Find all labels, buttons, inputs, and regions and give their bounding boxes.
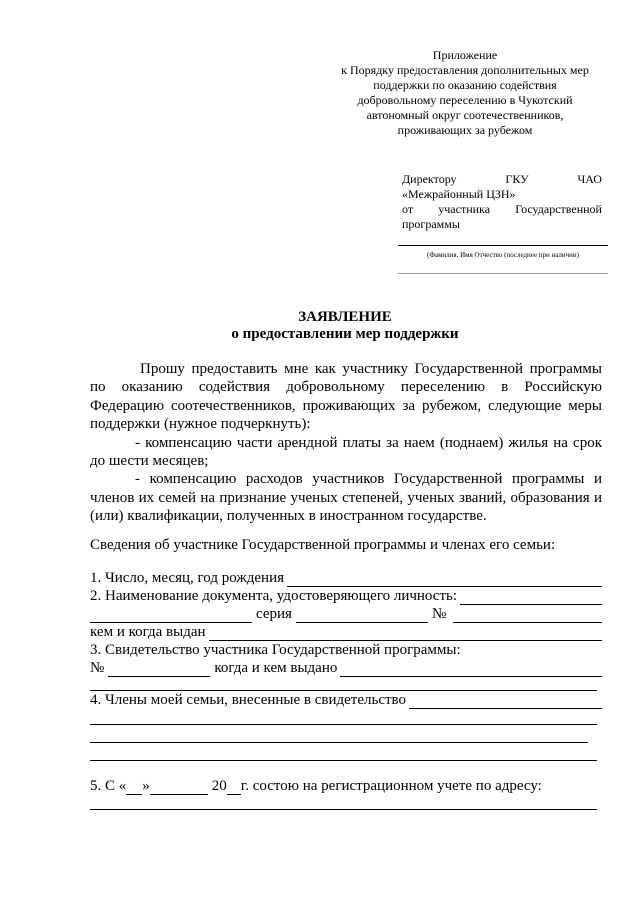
addressee-word: Директору [402, 172, 457, 186]
support-option-rent[interactable]: - компенсацию части арендной платы за наем (поднаем) жилья на срок до шести месяцев; [90, 434, 602, 470]
document-title [90, 309, 600, 343]
appendix-line: к Порядку предоставления дополнительных мер [341, 63, 589, 77]
birthdate-field[interactable] [287, 572, 602, 587]
id-document-row [90, 587, 602, 605]
issued-label: кем и когда выдан [90, 624, 206, 640]
addressee-word: участника [438, 202, 491, 216]
certificate-issued-field[interactable] [340, 662, 602, 677]
addressee-word: ГКУ [505, 172, 529, 186]
certificate-details-row [90, 659, 602, 677]
certificate-number-label: № [90, 660, 105, 676]
registration-quote: » [142, 778, 150, 794]
certificate-number-field[interactable] [108, 662, 210, 677]
id-document-name-field[interactable] [90, 608, 252, 623]
birthdate-label: 1. Число, месяц, год рождения [90, 570, 284, 586]
applicant-name-caption: (Фамилия, Имя Отчество (последнее при наличии) [426, 251, 580, 259]
issued-row [90, 623, 602, 641]
form-fields [90, 569, 602, 677]
registration-section [90, 777, 602, 795]
id-document-label: 2. Наименование документа, удостоверяющего личность: [90, 588, 458, 604]
applicant-name-line-2[interactable] [398, 273, 608, 274]
appendix-line: автономный округ соотечественников, [366, 108, 564, 122]
section-heading: Сведения об участнике Государственной программы и членах его семьи: [90, 537, 556, 553]
support-option-recognition[interactable]: - компенсацию расходов участников Государственной программы и членов их семей на признание ученых степеней, ученых званий, образования и (или) квалификации, полученных в иностранном государстве. [90, 471, 602, 525]
id-document-field[interactable] [460, 590, 602, 605]
body-text [90, 360, 602, 526]
certificate-row [90, 641, 602, 659]
family-field[interactable] [409, 694, 602, 709]
registration-year-prefix: 20 [211, 778, 227, 794]
registration-row [90, 777, 602, 795]
registration-day-field[interactable] [126, 780, 142, 795]
applicant-name-line[interactable] [398, 245, 608, 246]
appendix-header [300, 48, 630, 138]
addressee-word: ЧАО [577, 172, 602, 186]
family-section [90, 691, 602, 709]
registration-month-field[interactable] [150, 780, 208, 795]
addressee-line-4: программы [402, 217, 460, 231]
addressee-line-3 [402, 202, 602, 217]
family-line-1[interactable] [90, 723, 597, 725]
addressee-block [402, 172, 602, 232]
registration-address-line[interactable] [90, 808, 597, 810]
title-main: ЗАЯВЛЕНИЕ [298, 309, 392, 325]
intro-paragraph: Прошу предоставить мне как участнику Государственной программы по оказанию содействия добровольному переселению в Российскую Федерацию соотечественников, проживающих за рубежом, следующие меры поддержки (нужное подчеркнуть): [90, 361, 602, 433]
addressee-word: Государственной [515, 202, 602, 216]
series-label: серия [256, 606, 292, 622]
addressee-word: от [402, 202, 414, 216]
registration-prefix: 5. С « [90, 778, 127, 794]
family-label: 4. Члены моей семьи, внесенные в свидетельство [90, 692, 407, 708]
family-row [90, 691, 602, 709]
id-details-row [90, 605, 602, 623]
family-line-2[interactable] [90, 741, 588, 743]
registration-year-field[interactable] [227, 780, 241, 795]
certificate-label: 3. Свидетельство участника Государственной программы: [90, 642, 461, 658]
title-sub: о предоставлении мер поддержки [231, 326, 459, 342]
number-label: № [431, 606, 447, 622]
appendix-line: Приложение [432, 48, 498, 62]
addressee-line-2: «Межрайонный ЦЗН» [402, 187, 516, 201]
series-field[interactable] [296, 608, 428, 623]
number-field[interactable] [453, 608, 602, 623]
appendix-line: поддержки по оказанию содействия [373, 78, 557, 92]
birthdate-row [90, 569, 602, 587]
appendix-line: проживающих за рубежом [397, 123, 533, 137]
appendix-line: добровольному переселению в Чукотский [357, 93, 573, 107]
addressee-line-1 [402, 172, 602, 187]
certificate-issued-label: когда и кем выдано [214, 660, 338, 676]
registration-label: г. состою на регистрационном учете по адресу: [240, 778, 542, 794]
issued-field[interactable] [209, 626, 602, 641]
family-line-3[interactable] [90, 759, 597, 761]
